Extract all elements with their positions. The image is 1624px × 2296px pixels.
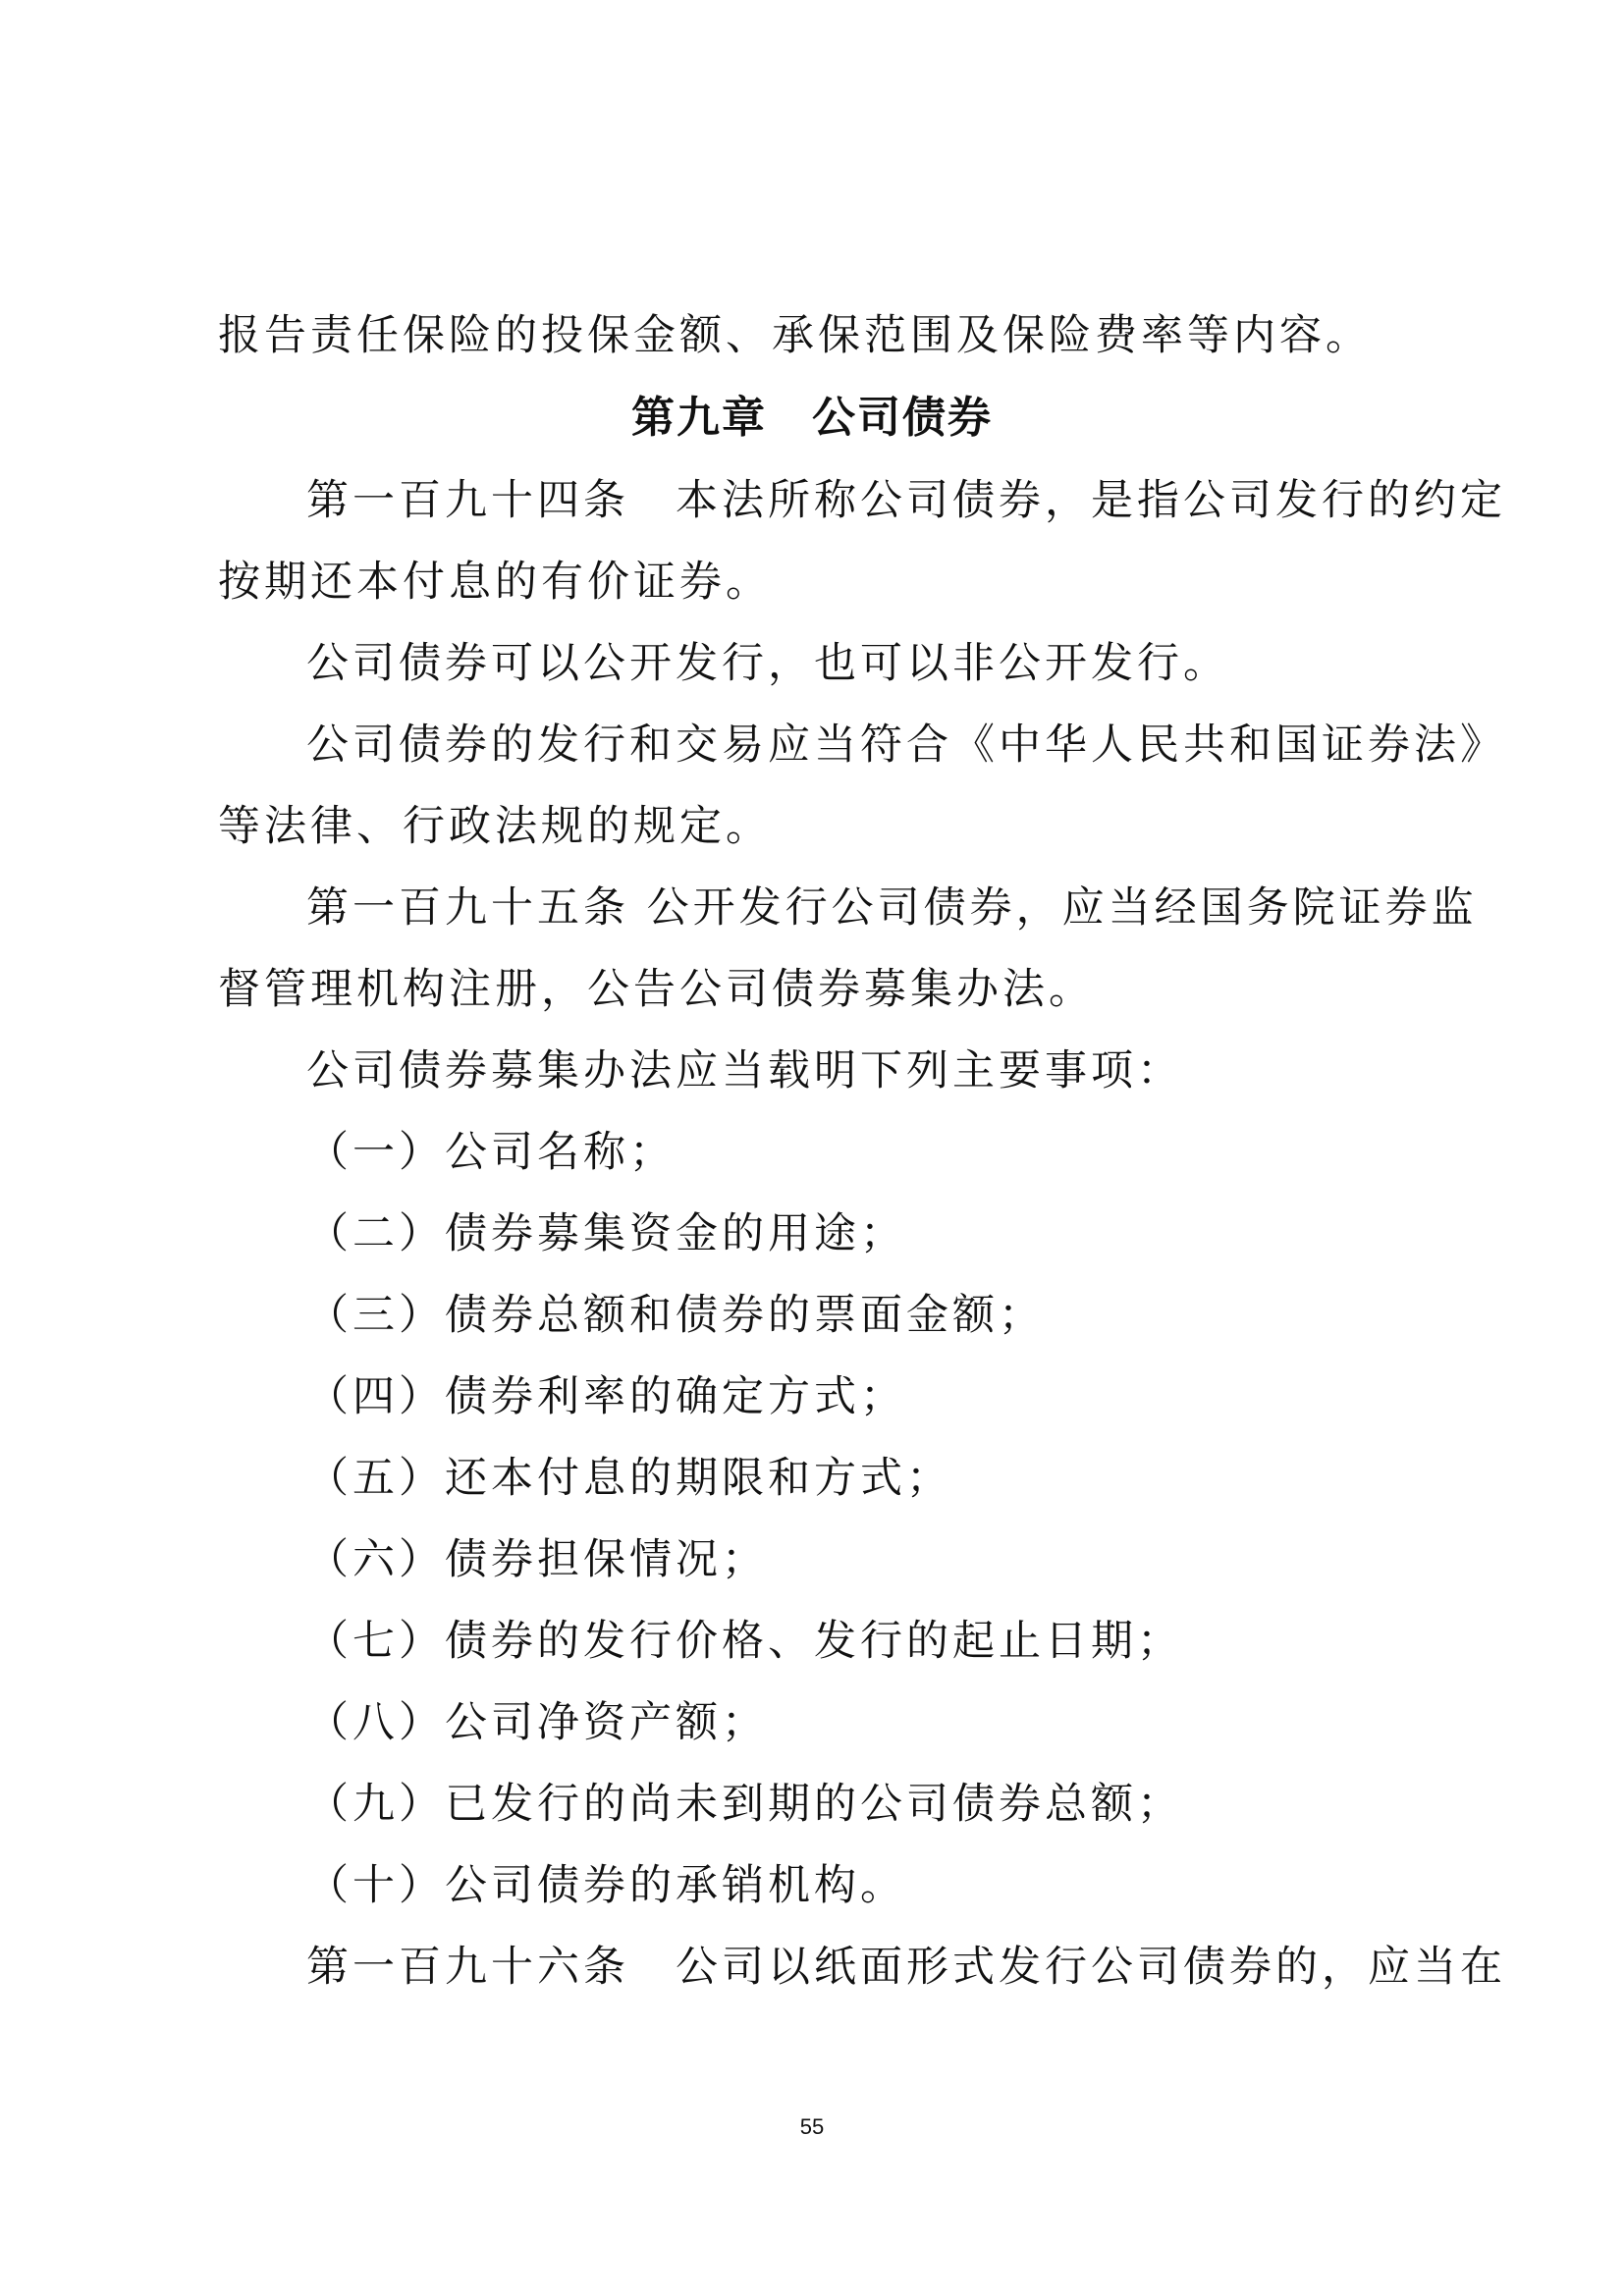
list-item: （四）债券利率的确定方式；	[306, 1372, 906, 1421]
list-item: （六）债券担保情况；	[306, 1535, 768, 1584]
chapter-heading: 第九章 公司债券	[631, 393, 993, 443]
article-194-paragraph-2: 公司债券可以公开发行，也可以非公开发行。	[306, 639, 1229, 688]
article-194-paragraph-3-line-2: 等法律、行政法规的规定。	[218, 802, 772, 851]
article-194-line-1: 第一百九十四条 本法所称公司债券，是指公司发行的约定	[306, 476, 1506, 525]
list-item: （三）债券总额和债券的票面金额；	[306, 1291, 1045, 1340]
text-line-continuation: 报告责任保险的投保金额、承保范围及保险费率等内容。	[218, 311, 1372, 360]
article-194-line-2: 按期还本付息的有价证券。	[218, 558, 772, 607]
list-item: （八）公司净资产额；	[306, 1698, 768, 1747]
list-item: （二）债券募集资金的用途；	[306, 1209, 906, 1258]
article-196-line-1: 第一百九十六条 公司以纸面形式发行公司债券的，应当在	[306, 1943, 1506, 1992]
article-194-paragraph-3-line-1: 公司债券的发行和交易应当符合《中华人民共和国证券法》	[306, 721, 1506, 770]
list-item: （七）债券的发行价格、发行的起止日期；	[306, 1617, 1183, 1666]
article-195-line-1: 第一百九十五条 公开发行公司债券，应当经国务院证券监	[306, 883, 1478, 933]
article-195-line-2: 督管理机构注册，公告公司债券募集办法。	[218, 965, 1095, 1014]
list-item: （五）还本付息的期限和方式；	[306, 1454, 952, 1503]
list-item: （九）已发行的尚未到期的公司债券总额；	[306, 1780, 1183, 1829]
article-195-paragraph-2: 公司债券募集办法应当载明下列主要事项：	[306, 1046, 1183, 1095]
list-item: （十）公司债券的承销机构。	[306, 1861, 906, 1910]
list-item: （一）公司名称；	[306, 1128, 676, 1177]
page-number: 55	[799, 2114, 825, 2139]
